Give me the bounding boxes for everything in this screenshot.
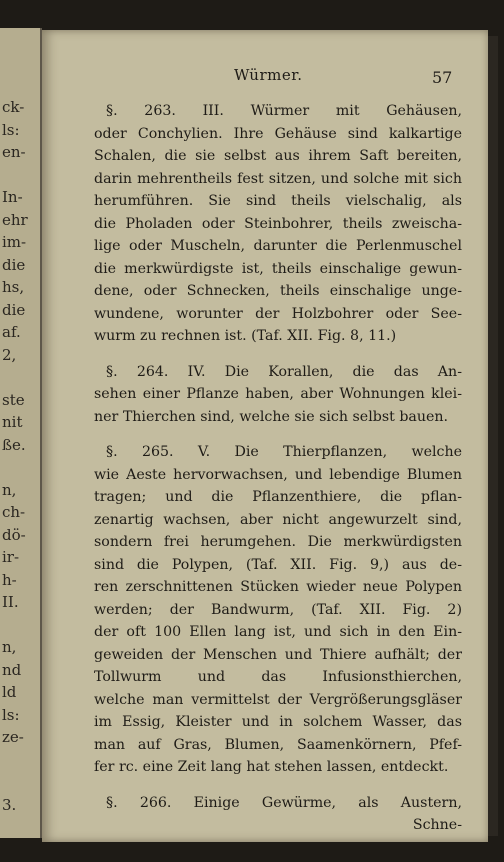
page-edge-shadow [488, 36, 498, 836]
text-line: Tollwurm und das Infusionsthierchen, [94, 669, 462, 685]
text-line: geweiden der Menschen und Thiere aufhält; der [94, 646, 462, 663]
text-line: die Pholaden oder Steinbohrer, theils zweischa- [94, 215, 462, 232]
paragraph-264 [94, 361, 462, 429]
text-line: §. 264. IV. Die Korallen, die das An- [106, 363, 462, 380]
left-page-fragment: af. [2, 323, 21, 341]
paragraph-gap [94, 428, 462, 441]
paragraph-gap [94, 779, 462, 792]
text-line: sind die Polypen, (Taf. XII. Fig. 9,) aus de- [94, 556, 462, 573]
paragraph-263 [94, 100, 462, 348]
left-page-fragment: h- [2, 570, 17, 589]
text-line: tragen; und die Pflanzenthiere, die pflan- [94, 489, 462, 505]
text-line: im Essig, Kleister und in solchem Wasser, das [94, 714, 462, 730]
text-line: die merkwürdigste ist, theils einschalige gewun- [94, 260, 462, 277]
left-page-fragment: n, [2, 638, 17, 656]
left-page-fragment: die [2, 300, 26, 319]
left-page-fragment: ir- [2, 548, 20, 566]
text-line: herumführen. Sie sind theils vielschalig, als [94, 193, 462, 209]
text-line: sehen einer Pflanze haben, aber Wohnungen klei- [94, 386, 462, 402]
text-line: sondern frei herumgehen. Die merkwürdigsten [94, 534, 462, 550]
left-page-fragment: nit [2, 413, 23, 431]
text-line: wie Aeste hervorwachsen, und lebendige Blumen [94, 466, 462, 483]
left-page-fragment: en- [2, 143, 26, 161]
left-page-fragment: ch- [2, 503, 26, 521]
paragraph-265 [94, 441, 462, 779]
paragraph-266 [94, 792, 462, 815]
left-page-fragment: die [2, 255, 26, 274]
text-line: der oft 100 Ellen lang ist, und sich in den Ein- [94, 624, 462, 640]
left-page-fragment: 3. [2, 795, 17, 814]
left-page-fragment: ls: [2, 120, 20, 139]
left-page-fragment: II. [2, 593, 19, 611]
text-line: welche man vermittelst der Vergrößerungsgläser [94, 691, 462, 708]
text-line: man auf Gras, Blumen, Saamenkörnern, Pfef- [94, 736, 462, 753]
text-line: wurm zu rechnen ist. (Taf. XII. Fig. 8, 11.) [94, 328, 397, 344]
text-line: ner Thierchen sind, welche sie sich selbst bauen. [94, 408, 449, 425]
text-line: lige oder Muscheln, darunter die Perlenmuschel [94, 238, 462, 254]
left-page-strip [0, 28, 42, 838]
left-page-fragment: nd [2, 660, 22, 679]
text-line: oder Conchylien. Ihre Gehäuse sind kalkartige [94, 125, 462, 142]
left-page-fragment: ße. [2, 435, 26, 454]
left-page-fragment: ze- [2, 728, 24, 746]
running-head: Würmer. [234, 66, 303, 84]
body-text [94, 100, 462, 837]
text-line: §. 265. V. Die Thierpflanzen, welche [106, 444, 462, 460]
text-line: darin mehrentheils fest sitzen, und solche mit sich [94, 170, 462, 187]
page-number: 57 [432, 68, 453, 87]
right-page [42, 30, 488, 842]
left-page-fragment: ste [2, 390, 25, 409]
text-line: fer rc. eine Zeit lang hat stehen lassen, entdeckt. [94, 759, 449, 775]
paragraph-gap [94, 348, 462, 361]
left-page-fragment: 2, [2, 345, 17, 364]
text-line: §. 266. Einige Gewürme, als Austern, [106, 794, 462, 811]
text-line: werden; der Bandwurm, (Taf. XII. Fig. 2) [94, 601, 462, 618]
left-page-fragment: n, [2, 480, 17, 499]
left-page-fragment: hs, [2, 278, 25, 296]
left-page-fragment: ls: [2, 705, 20, 724]
text-line: Schalen, die sie selbst aus ihrem Saft bereiten, [94, 148, 462, 164]
left-page-fragment: im- [2, 233, 27, 251]
text-line: §. 263. III. Würmer mit Gehäusen, [106, 103, 462, 119]
text-line: zenartig wachsen, aber nicht angewurzelt sind, [94, 511, 462, 528]
catchword: Schne- [412, 817, 462, 833]
text-line: dene, oder Schnecken, theils einschalige unge- [94, 283, 462, 299]
left-page-fragment: In- [2, 188, 23, 206]
text-line: wundene, worunter der Holzbohrer oder See- [94, 305, 462, 322]
left-page-fragment: ck- [2, 98, 25, 116]
left-page-fragment: dö- [2, 525, 26, 544]
left-page-fragment: ehr [2, 210, 28, 229]
left-page-fragment: ld [2, 683, 17, 701]
text-line: ren zerschnittenen Stücken wieder neue Polypen [94, 579, 462, 595]
